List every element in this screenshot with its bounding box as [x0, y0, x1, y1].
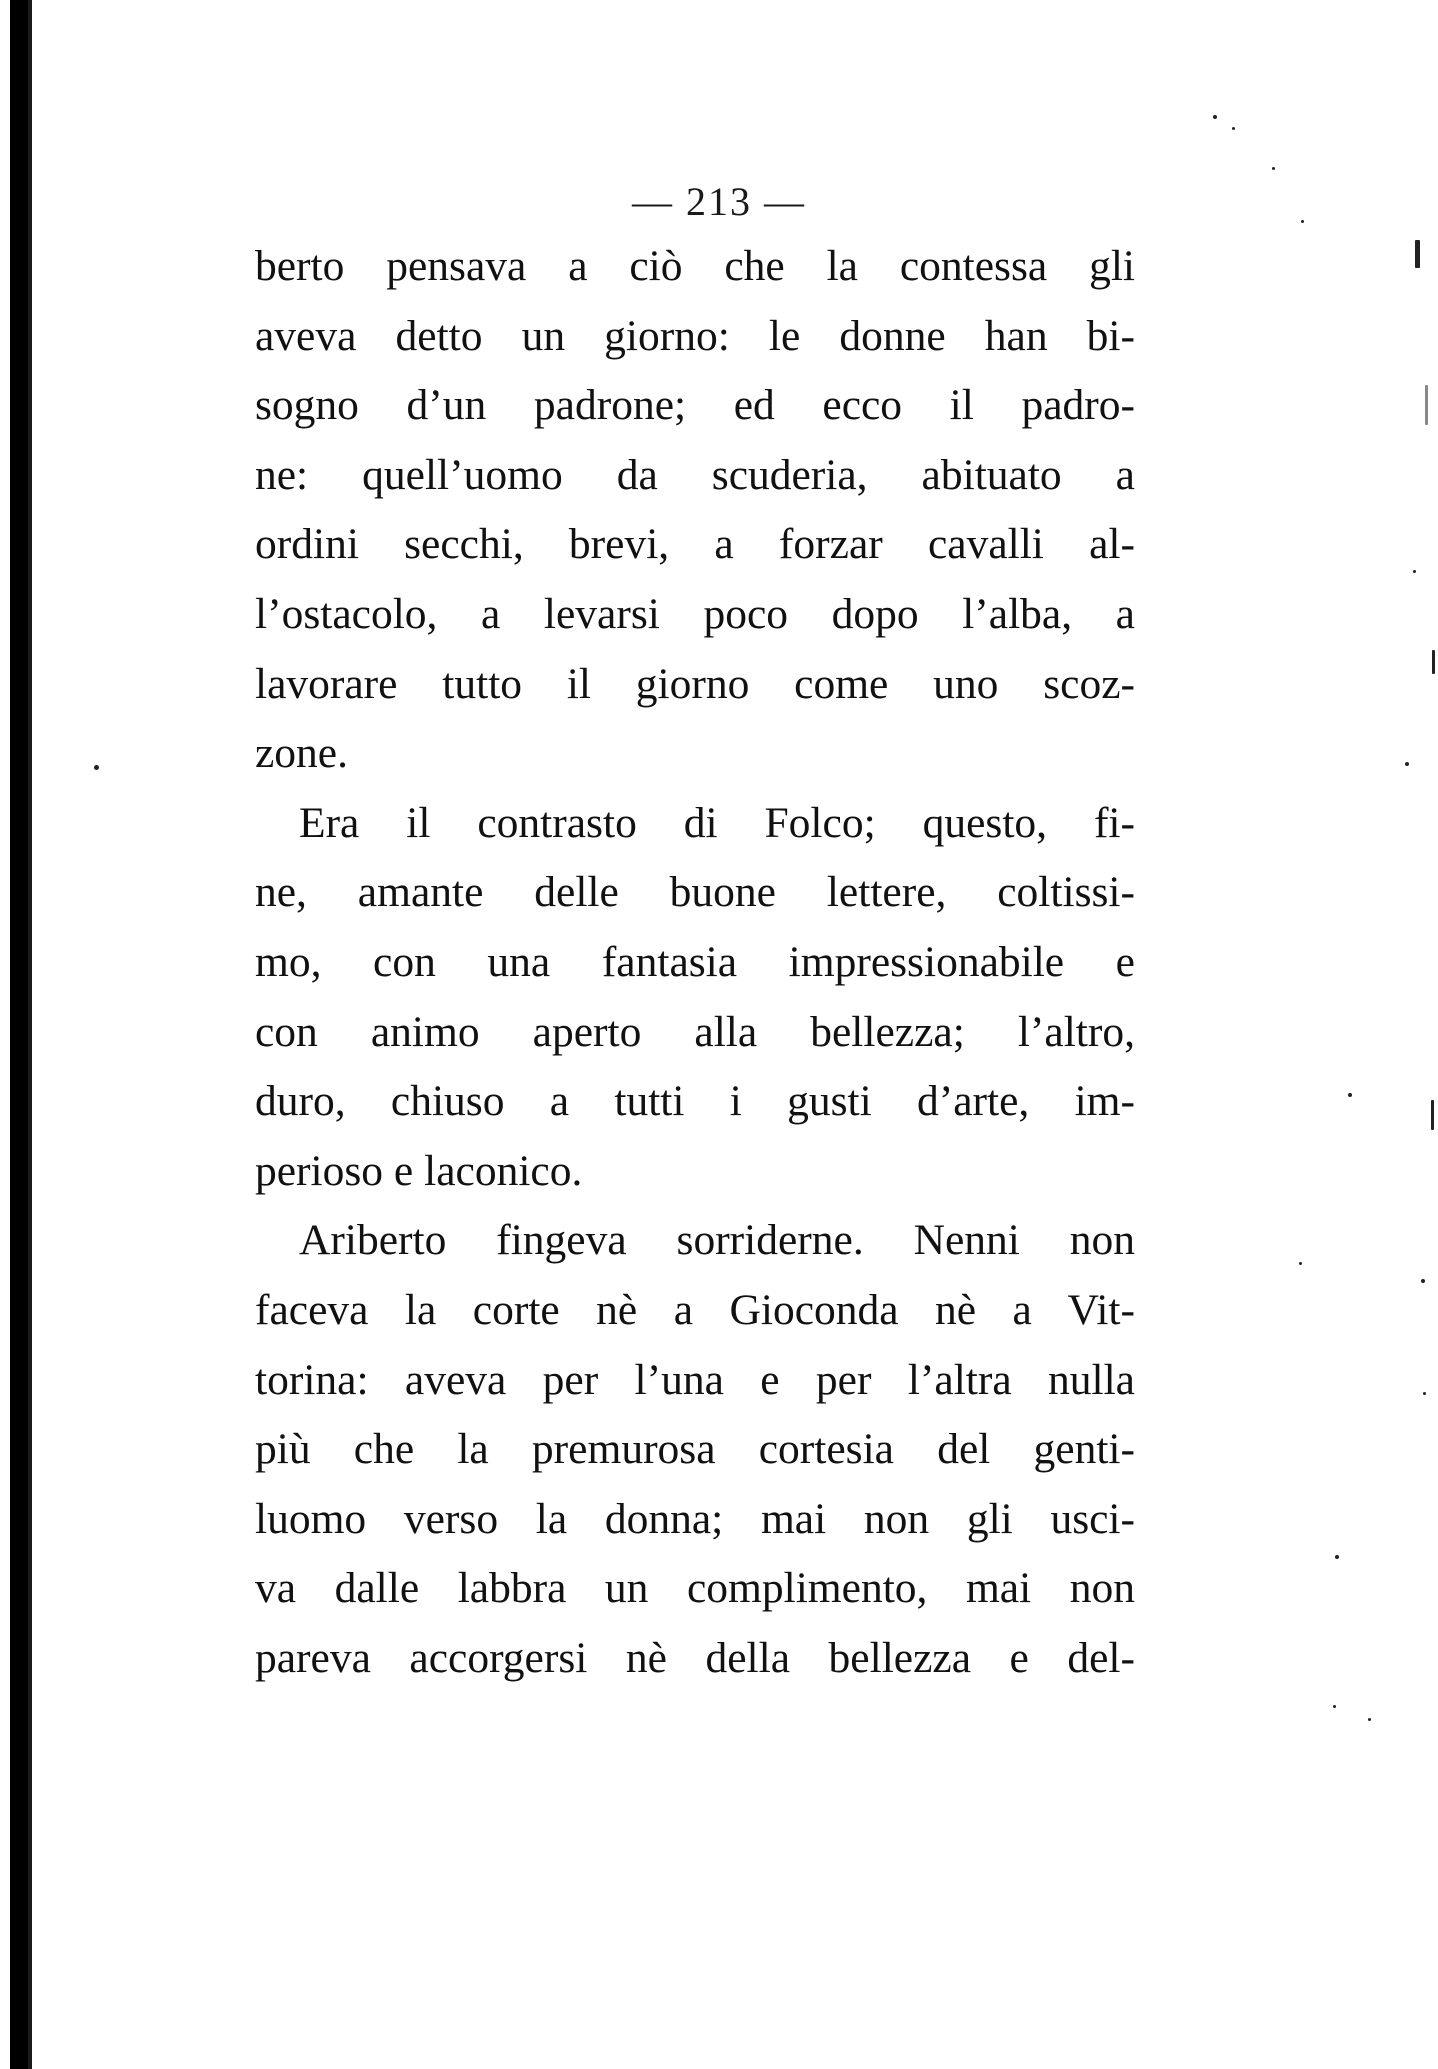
scan-speck: [1299, 1262, 1302, 1265]
scan-speck: [1348, 1093, 1352, 1097]
scan-speck: [1272, 167, 1275, 170]
text-line: con animo aperto alla bellezza; l’altro,: [255, 1007, 1135, 1056]
scan-speck: [1432, 650, 1435, 674]
text-line: zone.: [255, 729, 348, 778]
text-line: pareva accorgersi nè della bellezza e del-: [255, 1633, 1135, 1682]
page-number: — 213 —: [632, 179, 806, 224]
scan-speck: [1335, 1555, 1339, 1559]
text-line: mo, con una fantasia impressionabile e: [255, 937, 1135, 986]
scan-speck: [1431, 1100, 1434, 1130]
text-line: berto pensava a ciò che la contessa gli: [255, 242, 1135, 290]
body-text: [255, 232, 1135, 1693]
scan-speck: [1333, 1705, 1336, 1708]
text-line: aveva detto un giorno: le donne han bi-: [255, 311, 1135, 360]
text-line: va dalle labbra un complimento, mai non: [255, 1564, 1135, 1613]
text-line: più che la premurosa cortesia del genti-: [255, 1425, 1135, 1474]
text-line: duro, chiuso a tutti i gusti d’arte, im-: [255, 1077, 1135, 1126]
scan-speck: [1232, 127, 1235, 130]
scan-speck: [1405, 762, 1409, 766]
scan-speck: [94, 765, 99, 770]
scan-speck: [1413, 570, 1416, 573]
scan-speck: [1415, 240, 1420, 268]
scan-speck: [1425, 385, 1428, 425]
text-line: perioso e laconico.: [255, 1146, 583, 1195]
scan-edge-shadow: [10, 0, 30, 2069]
text-line: lavorare tutto il giorno come uno scoz-: [255, 659, 1135, 708]
text-line: luomo verso la donna; mai non gli usci-: [255, 1494, 1135, 1543]
text-line: torina: aveva per l’una e per l’altra nulla: [255, 1355, 1135, 1404]
text-line: Ariberto fingeva sorriderne. Nenni non: [299, 1216, 1135, 1265]
text-line: Era il contrasto di Folco; questo, fi-: [299, 798, 1135, 847]
text-line: sogno d’un padrone; ed ecco il padro-: [255, 381, 1135, 430]
text-line: faceva la corte nè a Gioconda nè a Vit-: [255, 1285, 1135, 1334]
scan-speck: [1213, 115, 1217, 119]
scan-speck: [1421, 1279, 1425, 1283]
scan-speck: [1368, 1718, 1371, 1721]
scan-speck: [1423, 1392, 1426, 1395]
text-line: ne: quell’uomo da scuderia, abituato a: [255, 450, 1135, 499]
text-line: l’ostacolo, a levarsi poco dopo l’alba, a: [255, 589, 1135, 638]
text-line: ne, amante delle buone lettere, coltissi-: [255, 868, 1135, 917]
text-line: ordini secchi, brevi, a forzar cavalli al-: [255, 520, 1135, 569]
